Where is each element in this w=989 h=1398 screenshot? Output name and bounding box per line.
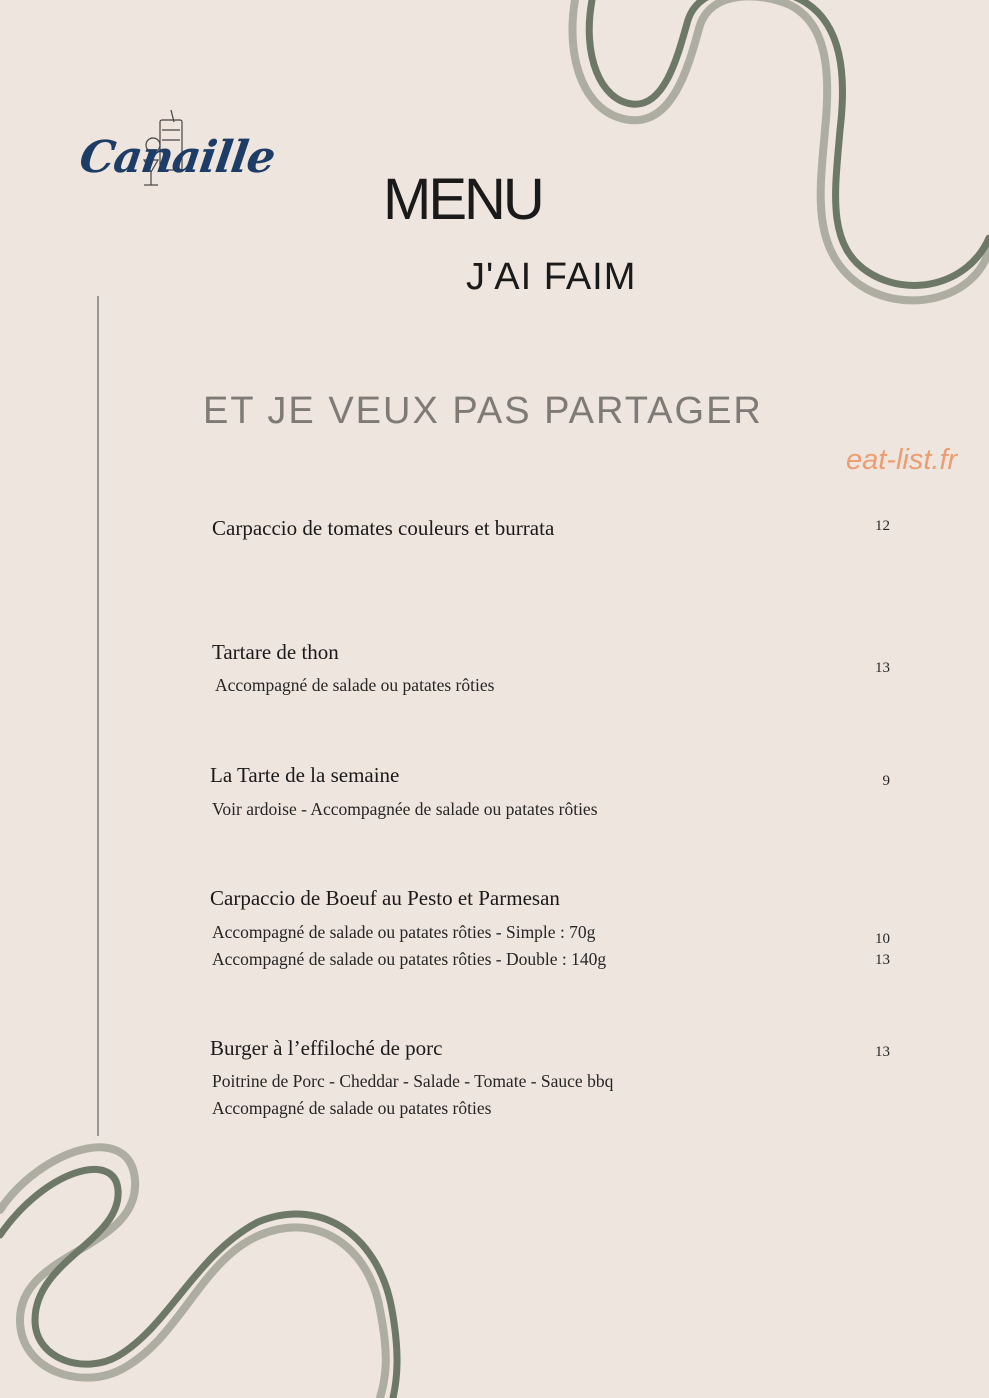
menu-item-name: Burger à l’effiloché de porc [210,1036,443,1060]
menu-item-description: Accompagné de salade ou patates rôties [212,1098,492,1118]
menu-item-description: Accompagné de salade ou patates rôties - Double : 140g [212,949,607,969]
top-swirl-inner [589,0,989,285]
page-title: MENU [383,167,542,232]
menu-item-name: Carpaccio de tomates couleurs et burrata [212,516,555,540]
menu-item-price: 10 [875,931,890,947]
menu-item-price: 13 [875,660,890,676]
menu-item-description: Accompagné de salade ou patates rôties [215,675,495,695]
menu-item-price: 9 [882,773,890,789]
vertical-divider [97,296,99,1136]
tagline: ET JE VEUX PAS PARTAGER [203,390,763,432]
menu-item-name: Carpaccio de Boeuf au Pesto et Parmesan [210,886,560,910]
brand-logo [76,110,278,210]
menu-item-name: La Tarte de la semaine [210,763,400,787]
menu-item-price: 13 [875,1044,890,1060]
page-subtitle: J'AI FAIM [466,256,637,298]
menu-item-description: Accompagné de salade ou patates rôties - Simple : 70g [212,922,596,942]
menu-item-description: Voir ardoise - Accompagnée de salade ou patates rôties [212,799,598,819]
logo-text: Canaille [76,132,278,183]
menu-item-price: 13 [875,952,890,968]
menu-item-description: Poitrine de Porc - Cheddar - Salade - Tomate - Sauce bbq [212,1071,614,1091]
menu-item-price: 12 [875,518,890,534]
menu-item-name: Tartare de thon [212,640,339,664]
watermark: eat-list.fr [846,444,958,476]
